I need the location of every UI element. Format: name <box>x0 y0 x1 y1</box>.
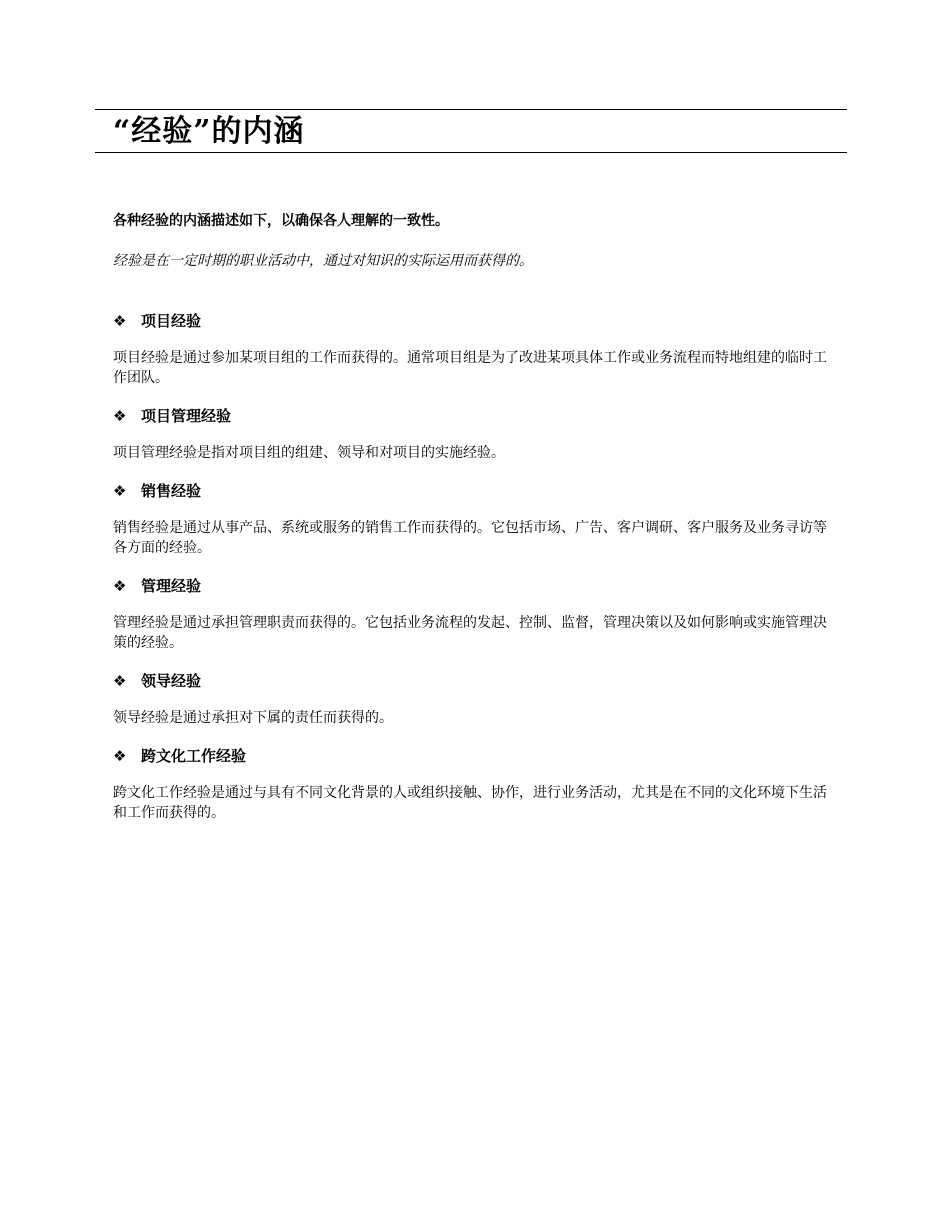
section-sales-experience <box>113 479 833 558</box>
section-body: 项目经验是通过参加某项目组的工作而获得的。通常项目组是为了改进某项具体工作或业务流程而特地组建的临时工作团队。 <box>113 350 827 386</box>
definition-paragraph: 经验是在一定时期的职业活动中，通过对知识的实际运用而获得的。 <box>113 253 533 269</box>
section-cross-cultural-experience <box>113 744 833 823</box>
section-project-experience <box>113 309 833 388</box>
section-heading <box>113 479 833 503</box>
section-heading-text: 项目管理经验 <box>141 407 232 425</box>
diamond-bullet-icon: ❖ <box>113 747 127 765</box>
intro-paragraph: 各种经验的内涵描述如下，以确保各人理解的一致性。 <box>113 213 449 229</box>
section-body: 管理经验是通过承担管理职责而获得的。它包括业务流程的发起、控制、监督，管理决策以及如何影响或实施管理决策的经验。 <box>113 615 827 651</box>
title-rule-bottom <box>95 152 847 153</box>
section-leadership-experience <box>113 669 833 728</box>
section-body: 跨文化工作经验是通过与具有不同文化背景的人或组织接触、协作，进行业务活动，尤其是在不同的文化环境下生活和工作而获得的。 <box>113 785 827 821</box>
section-heading <box>113 744 833 768</box>
diamond-bullet-icon: ❖ <box>113 407 127 425</box>
section-heading <box>113 669 833 693</box>
section-body: 项目管理经验是指对项目组的组建、领导和对项目的实施经验。 <box>113 445 505 461</box>
section-management-experience <box>113 574 833 653</box>
page-title: “经验”的内涵 <box>113 114 305 149</box>
section-heading-text: 跨文化工作经验 <box>141 747 247 765</box>
section-body: 领导经验是通过承担对下属的责任而获得的。 <box>113 710 393 726</box>
section-body: 销售经验是通过从事产品、系统或服务的销售工作而获得的。它包括市场、广告、客户调研、客户服务及业务寻访等各方面的经验。 <box>113 520 827 556</box>
title-rule-top <box>95 109 847 110</box>
section-heading-text: 领导经验 <box>141 672 202 690</box>
document-content <box>113 210 833 823</box>
diamond-bullet-icon: ❖ <box>113 672 127 690</box>
section-project-management-experience <box>113 404 833 463</box>
section-heading-text: 管理经验 <box>141 577 202 595</box>
section-heading <box>113 574 833 598</box>
section-heading <box>113 404 833 428</box>
diamond-bullet-icon: ❖ <box>113 312 127 330</box>
diamond-bullet-icon: ❖ <box>113 577 127 595</box>
section-heading-text: 项目经验 <box>141 312 202 330</box>
section-heading <box>113 309 833 333</box>
diamond-bullet-icon: ❖ <box>113 482 127 500</box>
section-heading-text: 销售经验 <box>141 482 202 500</box>
